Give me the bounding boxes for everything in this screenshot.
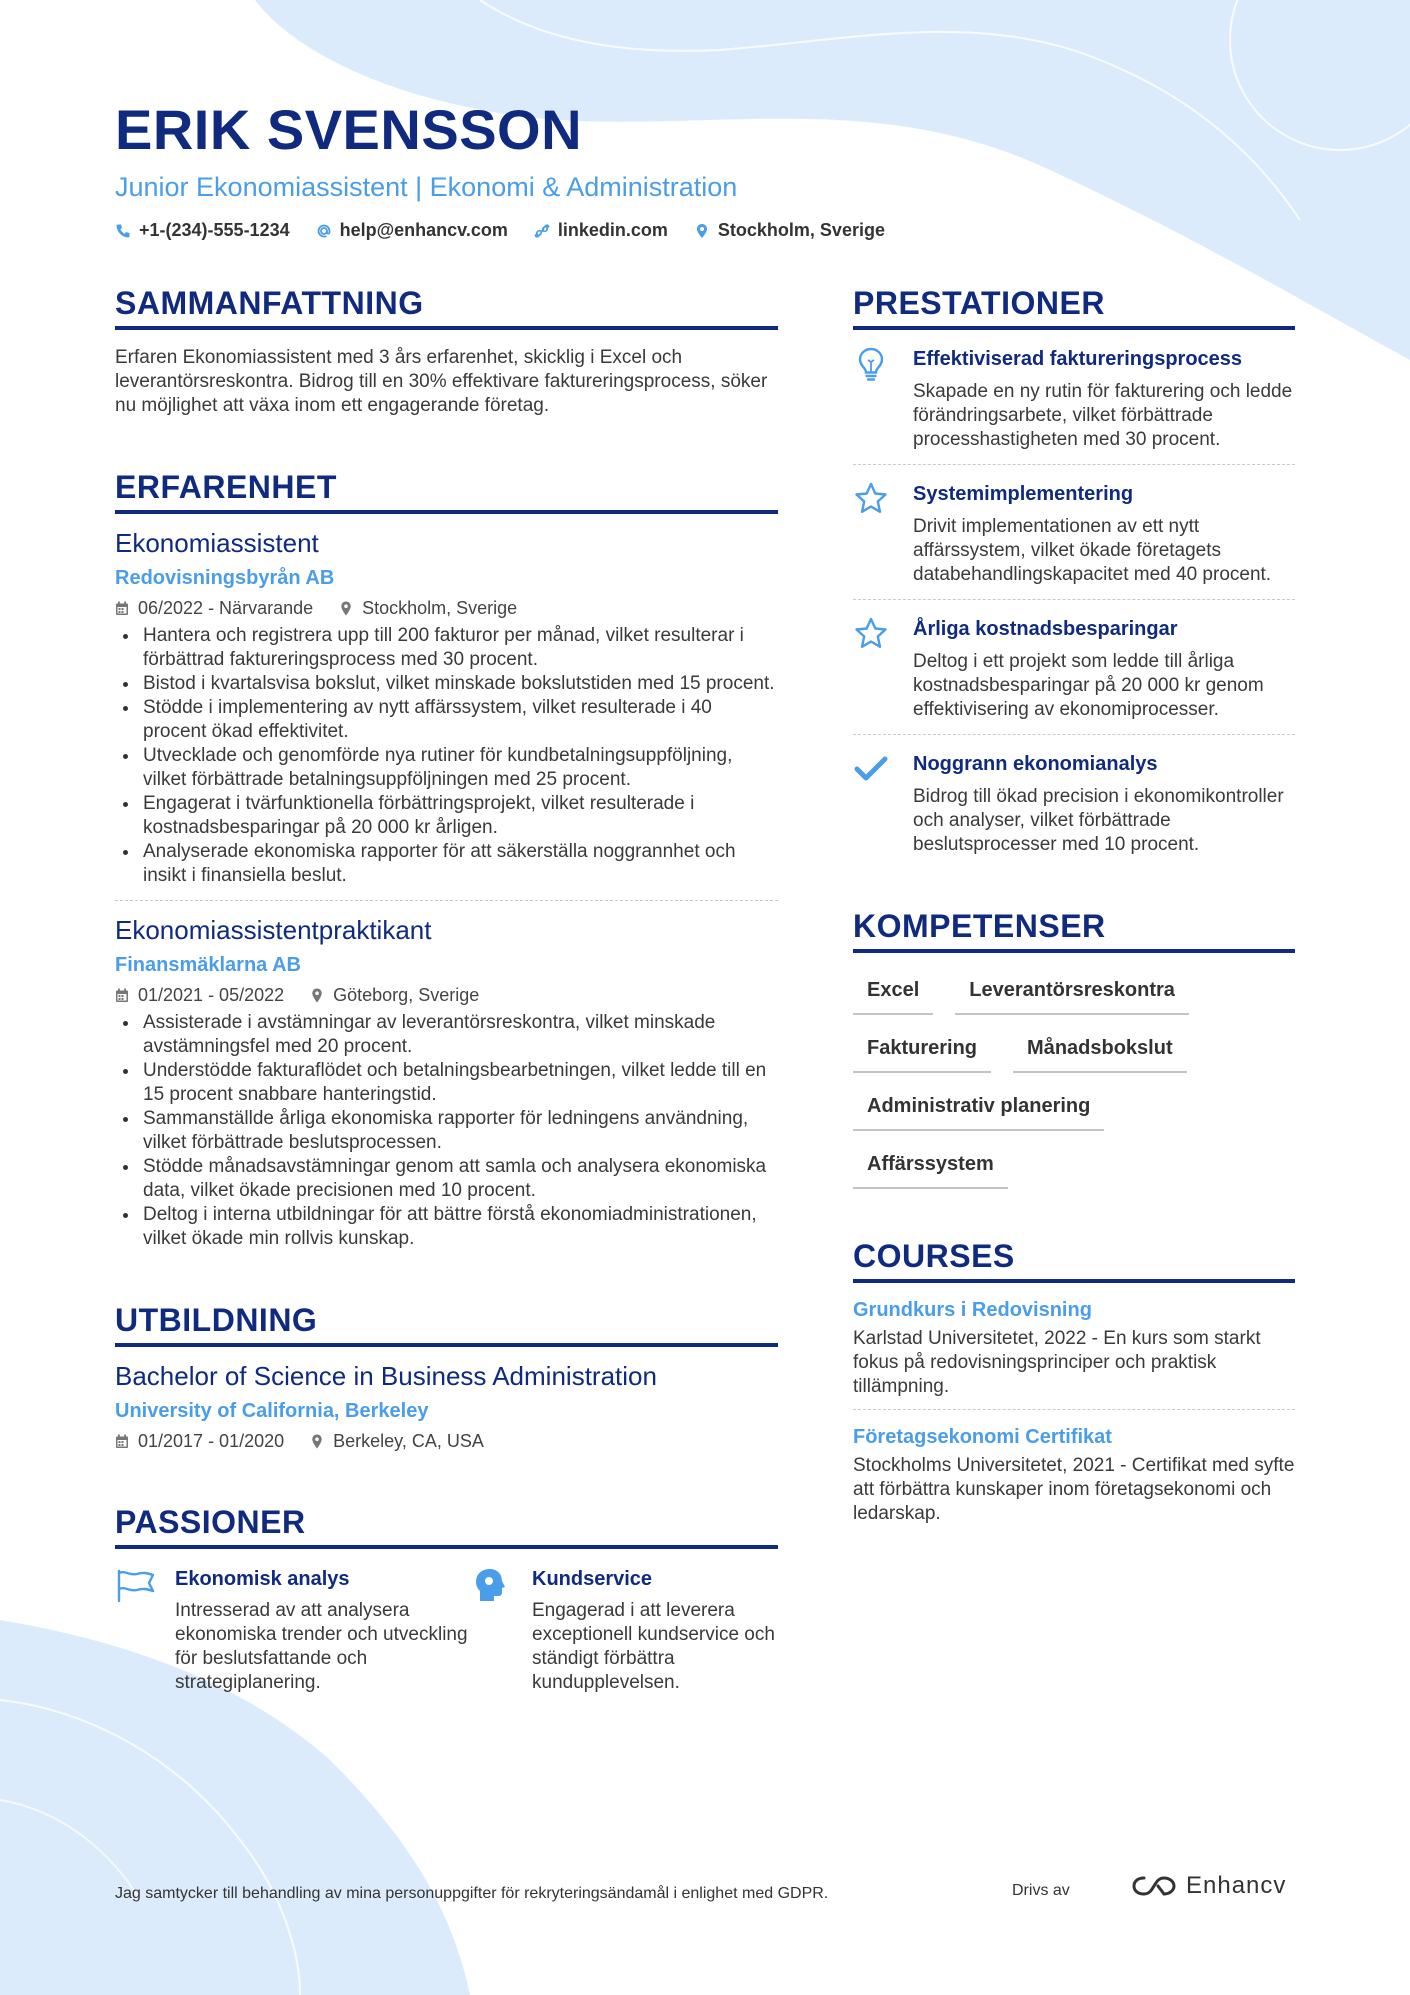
- location-text: Stockholm, Sverige: [717, 220, 885, 240]
- skill-tag: Leverantörsreskontra: [955, 967, 1189, 1015]
- skills-heading: KOMPETENSER: [853, 905, 1295, 953]
- education-meta: [115, 1429, 778, 1453]
- bullet-item: Understödde fakturaflödet och betalningsbearbetningen, vilket ledde till en 15 procent snabbare hanteringstid.: [115, 1059, 778, 1107]
- summary-text: Erfaren Ekonomiassistent med 3 års erfarenhet, skicklig i Excel och leverantörsreskontra. Bidrog till en 30% effektivare faktureringsprocess, söker nu möjlighet att växa inom ett engagerande företag.: [115, 347, 768, 416]
- job-bullets: [115, 1011, 778, 1251]
- bullet-item: Sammanställde årliga ekonomiska rapporter för ledningens användning, vilket förbättrade beslutsprocessen.: [115, 1107, 778, 1155]
- education-location: [310, 1429, 484, 1453]
- school-name: University of California, Berkeley: [115, 1400, 429, 1422]
- job-title: Ekonomiassistentpraktikant: [115, 915, 432, 945]
- passion-description: Intresserad av att analysera ekonomiska trender och utveckling för beslutsfattande och strategiplanering.: [175, 1600, 468, 1693]
- bullet-item: Stödde månadsavstämningar genom att samla och analysera ekonomiska data, vilket ökade precisionen med 10 procent.: [115, 1155, 778, 1203]
- email-text: help@enhancv.com: [339, 220, 508, 240]
- powered-by-label: Drivs av: [1012, 1882, 1070, 1899]
- brand-name: Enhancv: [1186, 1872, 1287, 1899]
- contact-location: [694, 220, 885, 241]
- job-bullets: [115, 624, 778, 888]
- courses-section: [853, 1235, 1295, 1536]
- achievement-item: [853, 330, 1295, 465]
- location-pin-icon: [310, 1434, 324, 1449]
- achievement-title: Systemimplementering: [913, 483, 1134, 505]
- course-title: Grundkurs i Redovisning: [853, 1299, 1092, 1321]
- calendar-icon: [115, 1434, 129, 1449]
- candidate-name: ERIK SVENSSON: [115, 98, 583, 161]
- contact-linkedin[interactable]: [534, 220, 668, 241]
- job-dates: [115, 983, 284, 1007]
- achievement-item: [853, 735, 1295, 869]
- lightbulb-icon: [853, 346, 889, 382]
- bullet-item: Hantera och registrera upp till 200 fakturor per månad, vilket resulterar i förbättrad faktureringsprocess med 30 procent.: [115, 624, 778, 672]
- contact-row: [115, 220, 1215, 241]
- right-column: [853, 282, 1295, 1536]
- bullet-item: Analyserade ekonomiska rapporter för att säkerställa noggrannhet och insikt i finansiella beslut.: [115, 840, 778, 888]
- skill-tag: Månadsbokslut: [1013, 1025, 1187, 1073]
- passion-title: Ekonomisk analys: [175, 1568, 350, 1590]
- skill-tag: Fakturering: [853, 1025, 991, 1073]
- education-dates-text: 01/2017 - 01/2020: [138, 1431, 285, 1451]
- degree-title: Bachelor of Science in Business Administration: [115, 1361, 657, 1391]
- achievement-item: [853, 465, 1295, 600]
- location-pin-icon: [694, 223, 710, 239]
- gdpr-consent: Jag samtycker till behandling av mina personuppgifter för rekryteringsändamål i enlighet med GDPR.: [115, 1885, 829, 1902]
- courses-heading: COURSES: [853, 1235, 1295, 1283]
- course-title: Företagsekonomi Certifikat: [853, 1426, 1112, 1448]
- bullet-item: Assisterade i avstämningar av leverantörsreskontra, vilket minskade avstämningsfel med 20 procent.: [115, 1011, 778, 1059]
- education-location-text: Berkeley, CA, USA: [333, 1431, 484, 1451]
- education-section: [115, 1299, 778, 1453]
- education-dates: [115, 1429, 284, 1453]
- resume-header: [115, 96, 1215, 241]
- passion-item: [115, 1565, 472, 1695]
- course-description: Karlstad Universitetet, 2022 - En kurs som starkt fokus på redovisningsprinciper och praktisk tillämpning.: [853, 1328, 1261, 1397]
- divider: [115, 900, 778, 901]
- brand-logo[interactable]: [1130, 1872, 1286, 1900]
- experience-heading: ERFARENHET: [115, 466, 778, 514]
- skill-tag: Excel: [853, 967, 933, 1015]
- achievement-description: Bidrog till ökad precision i ekonomikontroller och analyser, vilket förbättrade beslutsprocesser med 10 procent.: [913, 786, 1284, 855]
- star-icon: [853, 481, 889, 517]
- achievement-title: Årliga kostnadsbesparingar: [913, 618, 1178, 640]
- job-entry: [115, 913, 778, 1251]
- job-entry: [115, 526, 778, 888]
- passion-item: [472, 1565, 778, 1695]
- job-location-text: Stockholm, Sverige: [362, 598, 518, 618]
- job-location-text: Göteborg, Sverige: [333, 985, 480, 1005]
- contact-phone[interactable]: [115, 220, 290, 241]
- job-location: [339, 596, 517, 620]
- bullet-item: Bistod i kvartalsvisa bokslut, vilket minskade bokslutstiden med 15 procent.: [115, 672, 778, 696]
- achievement-title: Effektiviserad faktureringsprocess: [913, 348, 1243, 370]
- location-pin-icon: [310, 988, 324, 1003]
- passions-section: [115, 1501, 778, 1695]
- left-column: [115, 282, 778, 1695]
- linkedin-text: linkedin.com: [557, 220, 668, 240]
- passion-description: Engagerad i att leverera exceptionell kundservice och ständigt förbättra kundupplevelsen.: [532, 1600, 775, 1693]
- job-meta: [115, 596, 778, 620]
- flag-icon: [115, 1567, 155, 1603]
- experience-section: [115, 466, 778, 1251]
- location-pin-icon: [339, 601, 353, 616]
- achievements-heading: PRESTATIONER: [853, 282, 1295, 330]
- achievement-description: Skapade en ny rutin för fakturering och ledde förändringsarbete, vilket förbättrade processhastigheten med 30 procent.: [913, 381, 1293, 450]
- job-location: [310, 983, 479, 1007]
- job-dates-text: 01/2021 - 05/2022: [138, 985, 285, 1005]
- passion-title: Kundservice: [532, 1568, 653, 1590]
- company-name: Finansmäklarna AB: [115, 954, 301, 976]
- job-meta: [115, 983, 778, 1007]
- course-item: [853, 1283, 1295, 1410]
- bullet-item: Deltog i interna utbildningar för att bättre förstå ekonomiadministrationen, vilket ökade min rollvis kunskap.: [115, 1203, 778, 1251]
- bullet-item: Utvecklade och genomförde nya rutiner för kundbetalningsuppföljning, vilket förbättrade betalningsuppföljningen med 25 procent.: [115, 744, 778, 792]
- bullet-item: Stödde i implementering av nytt affärssystem, vilket resulterade i 40 procent ökad effektivitet.: [115, 696, 778, 744]
- calendar-icon: [115, 601, 129, 616]
- at-icon: [316, 223, 332, 239]
- achievement-description: Drivit implementationen av ett nytt affärssystem, vilket ökade företagets databehandlingskapacitet med 40 procent.: [913, 516, 1272, 585]
- checkmark-icon: [853, 751, 889, 787]
- summary-section: [115, 282, 778, 418]
- skill-tag: Affärssystem: [853, 1141, 1008, 1189]
- star-icon: [853, 616, 889, 652]
- calendar-icon: [115, 988, 129, 1003]
- candidate-title: Junior Ekonomiassistent | Ekonomi & Administration: [115, 172, 738, 202]
- job-dates: [115, 596, 313, 620]
- course-description: Stockholms Universitetet, 2021 - Certifikat med syfte att förbättra kunskaper inom företagsekonomi och ledarskap.: [853, 1455, 1295, 1524]
- education-heading: UTBILDNING: [115, 1299, 778, 1347]
- job-title: Ekonomiassistent: [115, 528, 319, 558]
- course-item: [853, 1410, 1295, 1536]
- passions-list: [115, 1565, 778, 1695]
- company-name: Redovisningsbyrån AB: [115, 567, 335, 589]
- achievement-description: Deltog i ett projekt som ledde till årliga kostnadsbesparingar på 20 000 kr genom effektivisering av ekonomiprocesser.: [913, 651, 1264, 720]
- phone-icon: [115, 223, 131, 239]
- skill-tag: Administrativ planering: [853, 1083, 1104, 1131]
- contact-email[interactable]: [316, 220, 508, 241]
- skills-list: [853, 967, 1293, 1189]
- achievements-section: [853, 282, 1295, 869]
- link-icon: [534, 223, 550, 239]
- bullet-item: Engagerat i tvärfunktionella förbättringsprojekt, vilket resulterade i kostnadsbesparingar på 20 000 kr årligen.: [115, 792, 778, 840]
- phone-text: +1-(234)-555-1234: [139, 220, 290, 240]
- head-icon: [472, 1567, 512, 1603]
- skills-section: [853, 905, 1295, 1189]
- summary-heading: SAMMANFATTNING: [115, 282, 778, 330]
- passions-heading: PASSIONER: [115, 1501, 778, 1549]
- job-dates-text: 06/2022 - Närvarande: [138, 598, 314, 618]
- enhancv-logo-icon: [1130, 1872, 1178, 1900]
- achievement-item: [853, 600, 1295, 735]
- achievement-title: Noggrann ekonomianalys: [913, 753, 1158, 775]
